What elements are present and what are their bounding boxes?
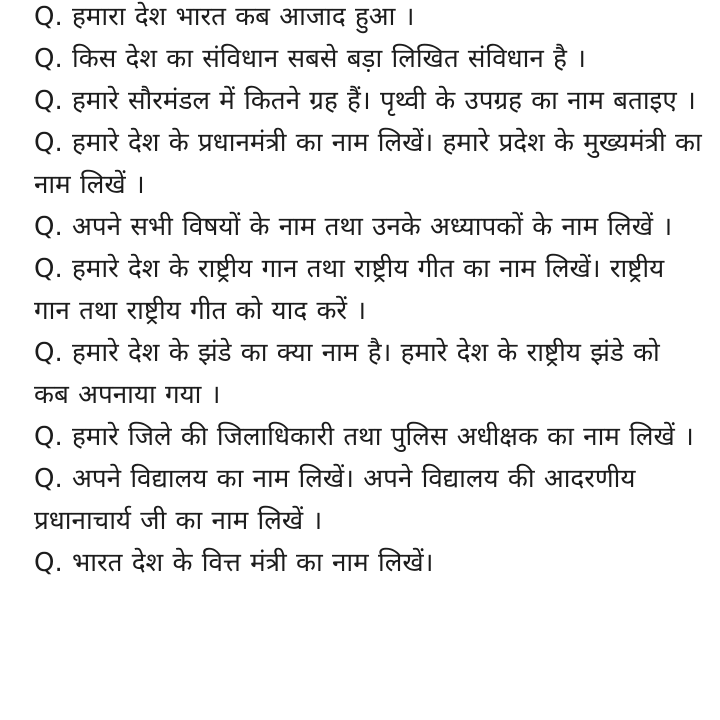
- question-3: Q. हमारे सौरमंडल में कितने ग्रह हैं। पृथ्वी के उपग्रह का नाम बताइए ।: [34, 86, 696, 116]
- question-4: Q. हमारे देश के प्रधानमंत्री का नाम लिखें। हमारे प्रदेश के मुख्यमंत्री का नाम लिखें ।: [34, 128, 702, 200]
- question-2: Q. किस देश का संविधान सबसे बड़ा लिखित संविधान है ।: [34, 44, 587, 74]
- question-9: Q. अपने विद्यालय का नाम लिखें। अपने विद्यालय की आदरणीय प्रधानाचार्य जी का नाम लिखें ।: [34, 464, 636, 536]
- question-7: Q. हमारे देश के झंडे का क्या नाम है। हमारे देश के राष्ट्रीय झंडे को कब अपनाया गया ।: [34, 338, 660, 410]
- question-6: Q. हमारे देश के राष्ट्रीय गान तथा राष्ट्रीय गीत का नाम लिखें। राष्ट्रीय गान तथा राष्ट्रीय गीत को याद करें ।: [34, 254, 665, 326]
- question-10: Q. भारत देश के वित्त मंत्री का नाम लिखें।: [34, 548, 434, 578]
- question-1: Q. हमारा देश भारत कब आजाद हुआ ।: [34, 2, 415, 32]
- question-5: Q. अपने सभी विषयों के नाम तथा उनके अध्यापकों के नाम लिखें ।: [34, 212, 673, 242]
- question-8: Q. हमारे जिले की जिलाधिकारी तथा पुलिस अधीक्षक का नाम लिखें ।: [34, 422, 694, 452]
